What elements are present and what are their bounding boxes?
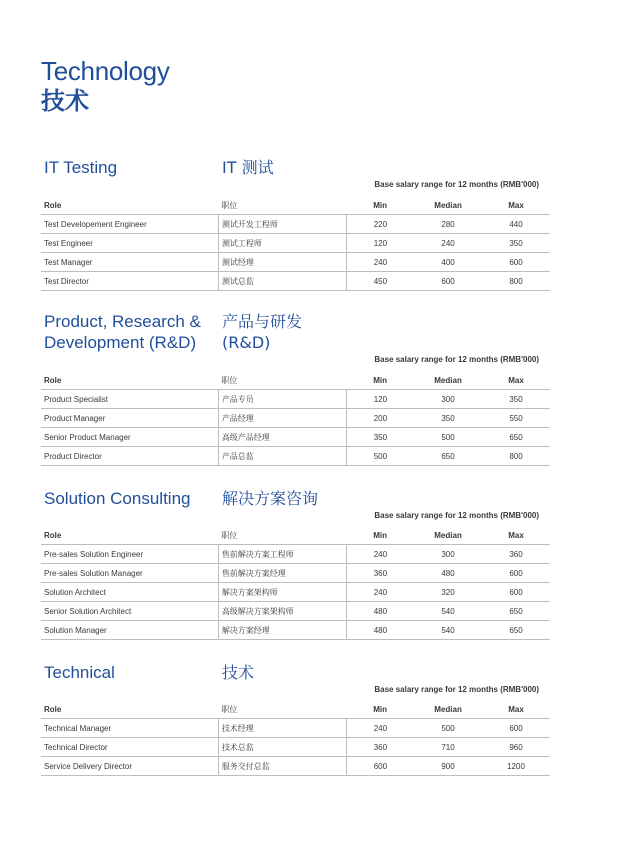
cell-min: 600 [346,757,414,776]
section-title-en: IT Testing [44,158,118,177]
cell-max: 600 [482,564,550,583]
cell-min: 120 [346,390,414,409]
cell-role: Service Delivery Director [41,757,218,776]
cell-max: 550 [482,409,550,428]
header-min: Min [373,200,388,210]
cell-role-zh: 服务交付总监 [218,757,346,776]
cell-median: 280 [414,215,482,234]
cell-role-zh: 高级产品经理 [218,428,346,447]
cell-max: 600 [482,253,550,272]
cell-min: 120 [346,234,414,253]
cell-max: 1200 [482,757,550,776]
section-title-en-line1: Product, Research & [44,312,201,331]
cell-median: 900 [414,757,482,776]
cell-role: Test Developement Engineer [41,215,218,234]
header-max: Max [508,375,524,385]
cell-role: Pre-sales Solution Manager [41,564,218,583]
cell-role-zh: 高级解决方案架构师 [218,602,346,621]
section-title-zh: 解决方案咨询 [222,489,319,508]
cell-max: 650 [482,602,550,621]
table-row [41,253,550,272]
cell-min: 240 [346,583,414,602]
section-title-zh: IT 测试 [222,158,274,177]
cell-min: 240 [346,253,414,272]
section-title-en-line2: Development (R&D) [44,333,197,352]
cell-median: 240 [414,234,482,253]
table-row [41,390,550,409]
cell-median: 500 [414,428,482,447]
cell-max: 800 [482,272,550,291]
cell-role: Pre-sales Solution Engineer [41,545,218,564]
section-title-en: Technical [44,663,115,682]
cell-role: Senior Product Manager [41,428,218,447]
table-row [41,215,550,234]
header-median: Median [434,704,462,714]
header-role: Role [44,704,62,714]
salary-range-label: Base salary range for 12 months (RMB'000) [374,355,539,364]
section-it-testing [41,157,551,287]
cell-min: 240 [346,719,414,738]
table-header-row [41,526,550,545]
table-header-row [41,700,550,719]
page-title-en: Technology [41,56,170,86]
salary-table [41,196,550,291]
cell-role: Test Director [41,272,218,291]
cell-role-zh: 测试工程师 [218,234,346,253]
header-role-zh: 职位 [221,200,238,210]
table-row [41,428,550,447]
page-title-zh: 技术 [41,87,89,115]
cell-role: Product Director [41,447,218,466]
cell-role-zh: 售前解决方案经理 [218,564,346,583]
cell-max: 440 [482,215,550,234]
salary-table [41,700,550,776]
cell-role-zh: 解决方案架构师 [218,583,346,602]
cell-role: Test Engineer [41,234,218,253]
salary-table [41,526,550,640]
cell-role: Solution Architect [41,583,218,602]
page-title [41,56,170,116]
table-row [41,738,550,757]
cell-min: 480 [346,602,414,621]
header-max: Max [508,704,524,714]
header-role-zh: 职位 [221,530,238,540]
cell-role-zh: 产品专员 [218,390,346,409]
cell-median: 300 [414,390,482,409]
table-row [41,234,550,253]
cell-role: Product Specialist [41,390,218,409]
header-min: Min [373,704,387,714]
table-header-row [41,371,550,390]
section-solution-consulting [41,488,551,638]
cell-min: 480 [346,621,414,640]
section-header [41,488,551,508]
cell-max: 350 [482,234,550,253]
table-row [41,757,550,776]
cell-max: 960 [482,738,550,757]
cell-max: 360 [482,545,550,564]
cell-median: 710 [414,738,482,757]
header-role-zh: 职位 [221,375,238,385]
cell-role-zh: 技术经理 [218,719,346,738]
cell-role-zh: 产品总监 [218,447,346,466]
table-row [41,545,550,564]
cell-min: 450 [346,272,414,291]
header-median: Median [434,530,462,540]
header-median: Median [434,375,462,385]
cell-max: 600 [482,583,550,602]
salary-range-label: Base salary range for 12 months (RMB'000) [374,180,539,189]
salary-range-label: Base salary range for 12 months (RMB'000) [374,685,539,694]
section-product-rnd [41,311,551,461]
cell-max: 350 [482,390,550,409]
cell-role: Senior Solution Architect [41,602,218,621]
header-role: Role [44,200,62,210]
cell-median: 500 [414,719,482,738]
cell-role-zh: 技术总监 [218,738,346,757]
cell-median: 300 [414,545,482,564]
header-median: Median [434,200,462,210]
cell-role-zh: 解决方案经理 [218,621,346,640]
header-role-zh: 职位 [221,704,238,714]
section-header [41,157,551,177]
cell-role-zh: 产品经理 [218,409,346,428]
section-header [41,311,551,353]
header-min: Min [373,530,387,540]
table-row [41,719,550,738]
cell-role: Technical Manager [41,719,218,738]
cell-role-zh: 测试总监 [218,272,346,291]
header-min: Min [373,375,387,385]
section-title-zh-line1: 产品与研发 [222,312,303,331]
cell-median: 350 [414,409,482,428]
cell-role-zh: 售前解决方案工程师 [218,545,346,564]
cell-min: 220 [346,215,414,234]
cell-min: 360 [346,738,414,757]
header-role: Role [44,375,62,385]
cell-median: 650 [414,447,482,466]
section-title-zh-line2: (R&D) [222,333,271,352]
cell-median: 540 [414,621,482,640]
cell-min: 360 [346,564,414,583]
cell-min: 240 [346,545,414,564]
header-role: Role [44,530,62,540]
cell-role-zh: 测试经理 [218,253,346,272]
table-row [41,602,550,621]
cell-role: Test Manager [41,253,218,272]
cell-median: 480 [414,564,482,583]
cell-median: 600 [414,272,482,291]
cell-role: Technical Director [41,738,218,757]
cell-max: 600 [482,719,550,738]
cell-role-zh: 测试开发工程师 [218,215,346,234]
cell-min: 200 [346,409,414,428]
salary-range-label: Base salary range for 12 months (RMB'000) [374,511,539,520]
cell-median: 540 [414,602,482,621]
section-title-zh: 技术 [222,663,255,682]
header-max: Max [508,200,524,210]
cell-max: 650 [482,428,550,447]
cell-min: 350 [346,428,414,447]
cell-role: Solution Manager [41,621,218,640]
table-header-row [41,196,550,215]
cell-max: 650 [482,621,550,640]
section-title-en: Solution Consulting [44,489,191,508]
salary-table [41,371,550,466]
section-technical [41,662,551,777]
table-row [41,564,550,583]
table-row [41,409,550,428]
table-row [41,583,550,602]
cell-min: 500 [346,447,414,466]
section-header [41,662,551,682]
table-row [41,447,550,466]
section-title-en [44,311,201,353]
table-row [41,272,550,291]
cell-role: Product Manager [41,409,218,428]
section-title-zh [222,311,302,353]
cell-median: 320 [414,583,482,602]
table-row [41,621,550,640]
cell-max: 800 [482,447,550,466]
header-max: Max [508,530,524,540]
cell-median: 400 [414,253,482,272]
